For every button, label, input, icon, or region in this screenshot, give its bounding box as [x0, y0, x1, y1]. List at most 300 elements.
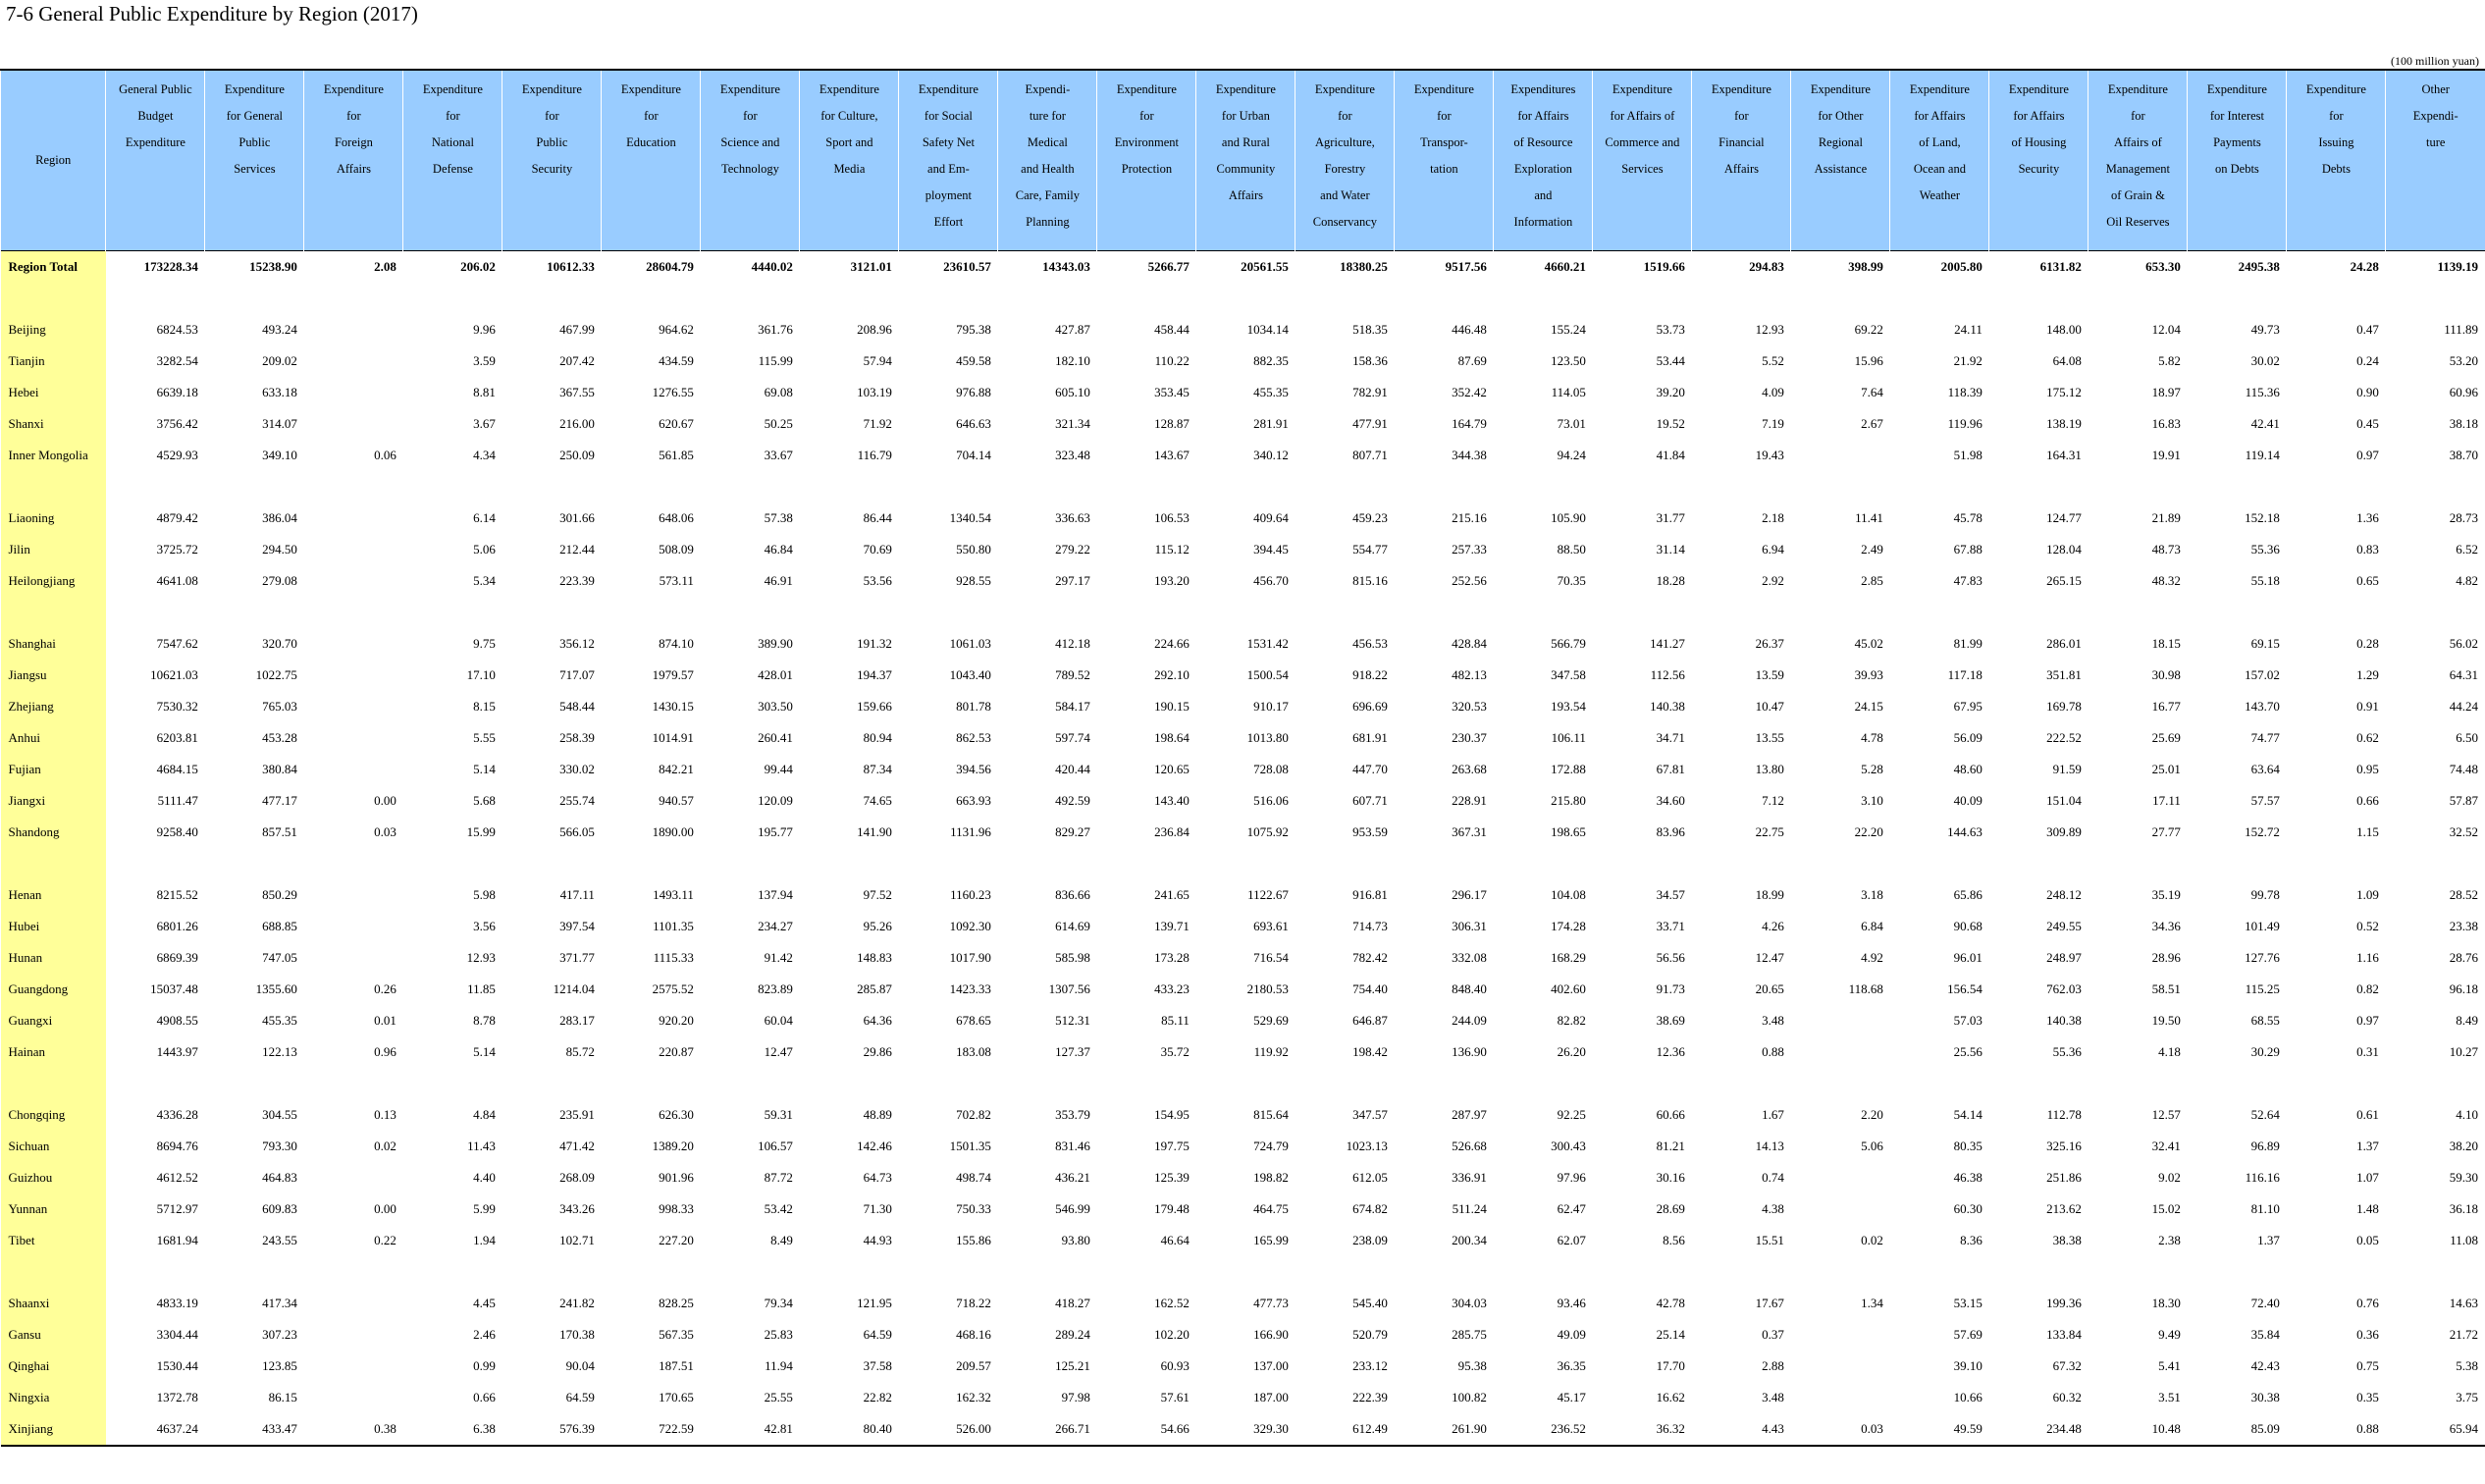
value-cell: 168.29: [1551, 950, 1586, 965]
value-cell: 23610.57: [943, 259, 991, 274]
column-header: [899, 70, 998, 251]
value-cell: 120.65: [1154, 762, 1190, 776]
value-cell: 380.84: [262, 762, 297, 776]
column-header-line: Expenditure: [2206, 82, 2267, 96]
value-cell: 286.01: [2046, 636, 2082, 651]
spacer-cell: [899, 471, 998, 503]
spacer-cell: [1097, 283, 1196, 314]
value-cell: 50.25: [764, 416, 793, 431]
value-cell: [304, 565, 403, 597]
region-name: Hubei: [1, 911, 106, 942]
value-cell: 303.50: [758, 699, 793, 714]
value-cell: [304, 1288, 403, 1319]
value-cell: 477.73: [1253, 1296, 1289, 1310]
value-cell: 464.83: [262, 1170, 297, 1185]
table-row: [1, 1099, 2485, 1131]
value-cell: 241.82: [559, 1296, 595, 1310]
value-cell: 0.45: [2356, 416, 2379, 431]
value-cell: 7547.62: [156, 636, 198, 651]
spacer-cell: [1890, 1068, 1989, 1099]
value-cell: 194.37: [857, 667, 892, 682]
value-cell: 612.05: [1352, 1170, 1388, 1185]
value-cell: 467.99: [559, 322, 595, 337]
spacer-cell: [304, 1068, 403, 1099]
value-cell: 139.71: [1154, 919, 1190, 933]
value-cell: 38.69: [1656, 1013, 1685, 1028]
value-cell: 8.15: [473, 699, 496, 714]
value-cell: 1.15: [2356, 824, 2379, 839]
value-cell: 352.42: [1452, 385, 1487, 399]
value-cell: 123.85: [262, 1358, 297, 1373]
value-cell: 81.21: [1656, 1139, 1685, 1153]
value-cell: 173228.34: [143, 259, 198, 274]
value-cell: 1681.94: [156, 1233, 198, 1247]
value-cell: 26.37: [1755, 636, 1784, 651]
column-header-line: Expenditure: [521, 82, 582, 96]
value-cell: 9258.40: [156, 824, 198, 839]
value-cell: 16.62: [1656, 1390, 1685, 1404]
value-cell: 0.35: [2356, 1390, 2379, 1404]
column-header-line: Forestry: [1324, 162, 1366, 176]
value-cell: 87.72: [764, 1170, 793, 1185]
value-cell: 35.84: [2250, 1327, 2280, 1342]
value-cell: 314.07: [262, 416, 297, 431]
value-cell: 6.50: [2456, 730, 2478, 745]
value-cell: 349.10: [262, 448, 297, 462]
column-header: [304, 70, 403, 251]
value-cell: 25.55: [764, 1390, 793, 1404]
column-header-line: Media: [833, 162, 866, 176]
column-header-line: Expenditure: [422, 82, 483, 96]
spacer-cell: [2287, 283, 2386, 314]
spacer-cell: [2287, 597, 2386, 628]
value-cell: 857.51: [262, 824, 297, 839]
value-cell: 4908.55: [156, 1013, 198, 1028]
value-cell: 3.56: [473, 919, 496, 933]
column-header: [1494, 70, 1593, 251]
spacer-cell: [1494, 1256, 1593, 1288]
value-cell: 162.32: [956, 1390, 991, 1404]
value-cell: 53.44: [1656, 353, 1685, 368]
value-cell: 193.54: [1551, 699, 1586, 714]
value-cell: 367.31: [1452, 824, 1487, 839]
value-cell: 511.24: [1452, 1201, 1487, 1216]
region-name: Chongqing: [1, 1099, 106, 1131]
column-header: [1097, 70, 1196, 251]
value-cell: 41.84: [1656, 448, 1685, 462]
value-cell: 18.30: [2151, 1296, 2181, 1310]
value-cell: 64.59: [863, 1327, 892, 1342]
spacer-cell: [1395, 1068, 1494, 1099]
region-name: Region Total: [1, 251, 106, 284]
spacer-cell: [1989, 471, 2088, 503]
value-cell: 1034.14: [1246, 322, 1289, 337]
table-row: [1, 1413, 2485, 1446]
spacer-cell: [2188, 1256, 2287, 1288]
column-header-line: Affairs: [1723, 162, 1759, 176]
value-cell: 34.57: [1656, 887, 1685, 902]
value-cell: 244.09: [1452, 1013, 1487, 1028]
value-cell: 6869.39: [156, 950, 198, 965]
column-header-line: for Culture,: [820, 109, 878, 123]
spacer-cell: [1395, 471, 1494, 503]
spacer-cell: [1791, 1068, 1890, 1099]
value-cell: 93.46: [1557, 1296, 1586, 1310]
value-cell: 5.06: [1861, 1139, 1883, 1153]
spacer-cell: [2088, 283, 2188, 314]
value-cell: 49.59: [1890, 1413, 1989, 1446]
value-cell: 412.18: [1055, 636, 1090, 651]
value-cell: 0.38: [304, 1413, 403, 1446]
value-cell: 6824.53: [156, 322, 198, 337]
value-cell: 14.63: [2449, 1296, 2478, 1310]
value-cell: 15037.48: [150, 981, 198, 996]
spacer-cell: [998, 471, 1097, 503]
value-cell: 49.09: [1557, 1327, 1586, 1342]
value-cell: 605.10: [1055, 385, 1090, 399]
value-cell: 7530.32: [156, 699, 198, 714]
value-cell: 3756.42: [156, 416, 198, 431]
value-cell: 56.56: [1656, 950, 1685, 965]
value-cell: 285.87: [857, 981, 892, 996]
value-cell: 17.11: [2152, 793, 2181, 808]
value-cell: 402.60: [1551, 981, 1586, 996]
value-cell: 0.06: [374, 448, 397, 462]
value-cell: 750.33: [956, 1201, 991, 1216]
value-cell: 46.64: [1160, 1233, 1190, 1247]
value-cell: 294.50: [262, 542, 297, 556]
value-cell: 493.24: [262, 322, 297, 337]
value-cell: 518.35: [1352, 322, 1388, 337]
value-cell: 215.80: [1551, 793, 1586, 808]
value-cell: 8694.76: [156, 1139, 198, 1153]
column-header: [1791, 70, 1890, 251]
value-cell: 15238.90: [249, 259, 297, 274]
column-header-line: General Public: [119, 82, 192, 96]
value-cell: 11.43: [467, 1139, 496, 1153]
spacer-cell: [1989, 848, 2088, 879]
spacer-cell: [1295, 848, 1395, 879]
value-cell: 148.00: [2046, 322, 2082, 337]
value-cell: 183.08: [956, 1044, 991, 1059]
value-cell: 828.25: [659, 1296, 694, 1310]
table-row: [1, 754, 2485, 785]
value-cell: 155.24: [1551, 322, 1586, 337]
value-cell: 164.79: [1452, 416, 1487, 431]
spacer-cell: [1494, 597, 1593, 628]
value-cell: 32.41: [2151, 1139, 2181, 1153]
value-cell: 498.74: [956, 1170, 991, 1185]
spacer-cell: [602, 597, 701, 628]
column-header-line: Affairs: [1228, 188, 1263, 202]
value-cell: 19.91: [2151, 448, 2181, 462]
value-cell: 762.03: [2046, 981, 2082, 996]
value-cell: 157.02: [2245, 667, 2280, 682]
column-header-line: for Affairs: [2013, 109, 2065, 123]
spacer-cell: [899, 1256, 998, 1288]
value-cell: 60.66: [1656, 1107, 1685, 1122]
value-cell: 1443.97: [156, 1044, 198, 1059]
value-cell: 220.87: [659, 1044, 694, 1059]
value-cell: 25.56: [1953, 1044, 1983, 1059]
value-cell: 614.69: [1055, 919, 1090, 933]
spacer-cell: [1196, 1068, 1295, 1099]
value-cell: 353.45: [1154, 385, 1190, 399]
value-cell: [304, 754, 403, 785]
spacer-cell: [502, 1256, 602, 1288]
value-cell: 53.15: [1953, 1296, 1983, 1310]
value-cell: 646.63: [956, 416, 991, 431]
value-cell: 3.48: [1762, 1013, 1784, 1028]
value-cell: 1430.15: [652, 699, 694, 714]
value-cell: 620.67: [659, 416, 694, 431]
value-cell: 747.05: [262, 950, 297, 965]
table-row: [1, 1162, 2485, 1193]
value-cell: 323.48: [1055, 448, 1090, 462]
region-name: Sichuan: [1, 1131, 106, 1162]
value-cell: [1791, 1036, 1890, 1068]
value-cell: 0.52: [2356, 919, 2379, 933]
column-header-line: Expenditure: [1612, 82, 1672, 96]
value-cell: [304, 691, 403, 722]
value-cell: 15.96: [1854, 353, 1883, 368]
value-cell: 92.25: [1557, 1107, 1586, 1122]
column-header-line: Public: [238, 135, 271, 149]
spacer-row: [1, 848, 2485, 879]
value-cell: 714.73: [1352, 919, 1388, 933]
column-header-line: Debts: [2321, 162, 2351, 176]
value-cell: 33.71: [1656, 919, 1685, 933]
value-cell: 38.20: [2449, 1139, 2478, 1153]
column-header: [1593, 70, 1692, 251]
value-cell: 30.16: [1656, 1170, 1685, 1185]
spacer-cell: [701, 471, 800, 503]
value-cell: 455.35: [1253, 385, 1289, 399]
spacer-cell: [800, 471, 899, 503]
value-cell: 198.65: [1551, 824, 1586, 839]
spacer-cell: [701, 283, 800, 314]
spacer-cell: [106, 1256, 205, 1288]
value-cell: 60.93: [1160, 1358, 1190, 1373]
value-cell: 215.16: [1452, 510, 1487, 525]
value-cell: 4.82: [2456, 573, 2478, 588]
value-cell: 433.23: [1154, 981, 1190, 996]
table-row: [1, 503, 2485, 534]
table-row: [1, 722, 2485, 754]
value-cell: [304, 628, 403, 660]
spacer-cell: [2088, 597, 2188, 628]
value-cell: 2.08: [374, 259, 397, 274]
value-cell: 0.62: [2356, 730, 2379, 745]
spacer-cell: [1097, 597, 1196, 628]
value-cell: 97.98: [1061, 1390, 1090, 1404]
value-cell: 65.86: [1953, 887, 1983, 902]
value-cell: 4879.42: [156, 510, 198, 525]
value-cell: [304, 1319, 403, 1351]
value-cell: 72.40: [2250, 1296, 2280, 1310]
region-name: Inner Mongolia: [1, 440, 106, 471]
spacer-cell: [205, 1068, 304, 1099]
value-cell: 42.41: [2250, 416, 2280, 431]
column-header-line: for Other: [1818, 109, 1864, 123]
value-cell: 230.37: [1452, 730, 1487, 745]
value-cell: 573.11: [659, 573, 694, 588]
value-cell: 118.68: [1848, 981, 1883, 996]
value-cell: 53.56: [863, 573, 892, 588]
spacer-row: [1, 1068, 2485, 1099]
value-cell: 4684.15: [156, 762, 198, 776]
value-cell: 0.88: [2287, 1413, 2386, 1446]
spacer-cell: [502, 597, 602, 628]
value-cell: 464.75: [1253, 1201, 1289, 1216]
value-cell: 170.65: [659, 1390, 694, 1404]
value-cell: 4.40: [473, 1170, 496, 1185]
spacer-cell: [1, 283, 106, 314]
value-cell: 137.94: [758, 887, 793, 902]
value-cell: 44.93: [863, 1233, 892, 1247]
value-cell: 3304.44: [156, 1327, 198, 1342]
value-cell: 6.52: [2456, 542, 2478, 556]
spacer-cell: [502, 283, 602, 314]
spacer-cell: [502, 848, 602, 879]
value-cell: 12.47: [1755, 950, 1784, 965]
value-cell: 529.69: [1253, 1013, 1289, 1028]
value-cell: 916.81: [1352, 887, 1388, 902]
value-cell: 28.73: [2449, 510, 2478, 525]
value-cell: 238.09: [1352, 1233, 1388, 1247]
spacer-cell: [800, 848, 899, 879]
region-name: Gansu: [1, 1319, 106, 1351]
value-cell: 456.53: [1352, 636, 1388, 651]
value-cell: 213.62: [2046, 1201, 2082, 1216]
value-cell: 197.75: [1154, 1139, 1190, 1153]
value-cell: 8.36: [1960, 1233, 1983, 1247]
spacer-cell: [1, 1068, 106, 1099]
spacer-cell: [602, 848, 701, 879]
column-header-line: for: [743, 109, 758, 123]
value-cell: 87.69: [1457, 353, 1487, 368]
spacer-cell: [1890, 283, 1989, 314]
column-header-line: Regional: [1818, 135, 1863, 149]
column-header-line: Expenditure: [2107, 82, 2168, 96]
value-cell: 4833.19: [156, 1296, 198, 1310]
value-cell: 118.39: [1947, 385, 1983, 399]
value-cell: 793.30: [262, 1139, 297, 1153]
spacer-cell: [800, 1068, 899, 1099]
value-cell: 173.28: [1154, 950, 1190, 965]
value-cell: 223.39: [559, 573, 595, 588]
column-header-line: Services: [1621, 162, 1664, 176]
table-row: [1, 1036, 2485, 1068]
value-cell: 148.83: [857, 950, 892, 965]
value-cell: 8.49: [770, 1233, 793, 1247]
value-cell: 25.01: [2151, 762, 2181, 776]
value-cell: 85.09: [2188, 1413, 2287, 1446]
value-cell: 127.37: [1055, 1044, 1090, 1059]
value-cell: 2.38: [2158, 1233, 2181, 1247]
spacer-cell: [1791, 283, 1890, 314]
spacer-cell: [998, 597, 1097, 628]
value-cell: 18.15: [2151, 636, 2181, 651]
value-cell: 40.09: [1953, 793, 1983, 808]
value-cell: 243.55: [262, 1233, 297, 1247]
value-cell: 4.45: [473, 1296, 496, 1310]
value-cell: 5.38: [2456, 1358, 2478, 1373]
column-header-line: Assistance: [1814, 162, 1868, 176]
spacer-cell: [2287, 1256, 2386, 1288]
value-cell: 11.41: [1855, 510, 1883, 525]
value-cell: 249.55: [2046, 919, 2082, 933]
column-header-line: Security: [531, 162, 573, 176]
table-row: [1, 565, 2485, 597]
spacer-cell: [1494, 471, 1593, 503]
column-header-line: National: [431, 135, 474, 149]
column-header-line: Oil Reserves: [2106, 215, 2170, 229]
value-cell: 115.99: [758, 353, 793, 368]
table-row: [1, 1005, 2485, 1036]
value-cell: [1791, 440, 1890, 471]
spacer-cell: [2088, 1068, 2188, 1099]
value-cell: 306.31: [1452, 919, 1487, 933]
spacer-cell: [1097, 1256, 1196, 1288]
value-cell: 15.51: [1755, 1233, 1784, 1247]
value-cell: 420.44: [1055, 762, 1090, 776]
value-cell: 386.04: [262, 510, 297, 525]
value-cell: 96.01: [1953, 950, 1983, 965]
value-cell: 63.64: [2250, 762, 2280, 776]
column-header-line: for General: [226, 109, 284, 123]
value-cell: 73.01: [1557, 416, 1586, 431]
spacer-cell: [1890, 471, 1989, 503]
value-cell: 169.78: [2046, 699, 2082, 714]
value-cell: 561.85: [659, 448, 694, 462]
value-cell: 12.36: [1656, 1044, 1685, 1059]
value-cell: 953.59: [1352, 824, 1388, 839]
value-cell: 85.72: [565, 1044, 595, 1059]
value-cell: 81.99: [1953, 636, 1983, 651]
value-cell: 1531.42: [1246, 636, 1289, 651]
value-cell: 4.26: [1762, 919, 1784, 933]
value-cell: 1043.40: [949, 667, 991, 682]
value-cell: 681.91: [1352, 730, 1388, 745]
region-name: Shanghai: [1, 628, 106, 660]
value-cell: 4.43: [1692, 1413, 1791, 1446]
value-cell: 646.87: [1352, 1013, 1388, 1028]
value-cell: 64.59: [565, 1390, 595, 1404]
value-cell: 143.67: [1154, 448, 1190, 462]
column-header: [1692, 70, 1791, 251]
column-header-line: Affairs of: [2114, 135, 2162, 149]
value-cell: 60.96: [2449, 385, 2478, 399]
value-cell: 782.42: [1352, 950, 1388, 965]
region-name: Guangxi: [1, 1005, 106, 1036]
value-cell: 45.17: [1557, 1390, 1586, 1404]
value-cell: 70.35: [1557, 573, 1586, 588]
value-cell: 285.75: [1452, 1327, 1487, 1342]
value-cell: 447.70: [1352, 762, 1388, 776]
column-header: [602, 70, 701, 251]
value-cell: 289.24: [1055, 1327, 1090, 1342]
column-header-line: Care, Family: [1015, 188, 1081, 202]
table-row: [1, 691, 2485, 722]
value-cell: 3.67: [473, 416, 496, 431]
value-cell: 137.00: [1253, 1358, 1289, 1373]
column-header: [502, 70, 602, 251]
spacer-cell: [1692, 283, 1791, 314]
column-header-line: Expenditure: [1215, 82, 1276, 96]
value-cell: 340.12: [1253, 448, 1289, 462]
value-cell: [304, 942, 403, 974]
